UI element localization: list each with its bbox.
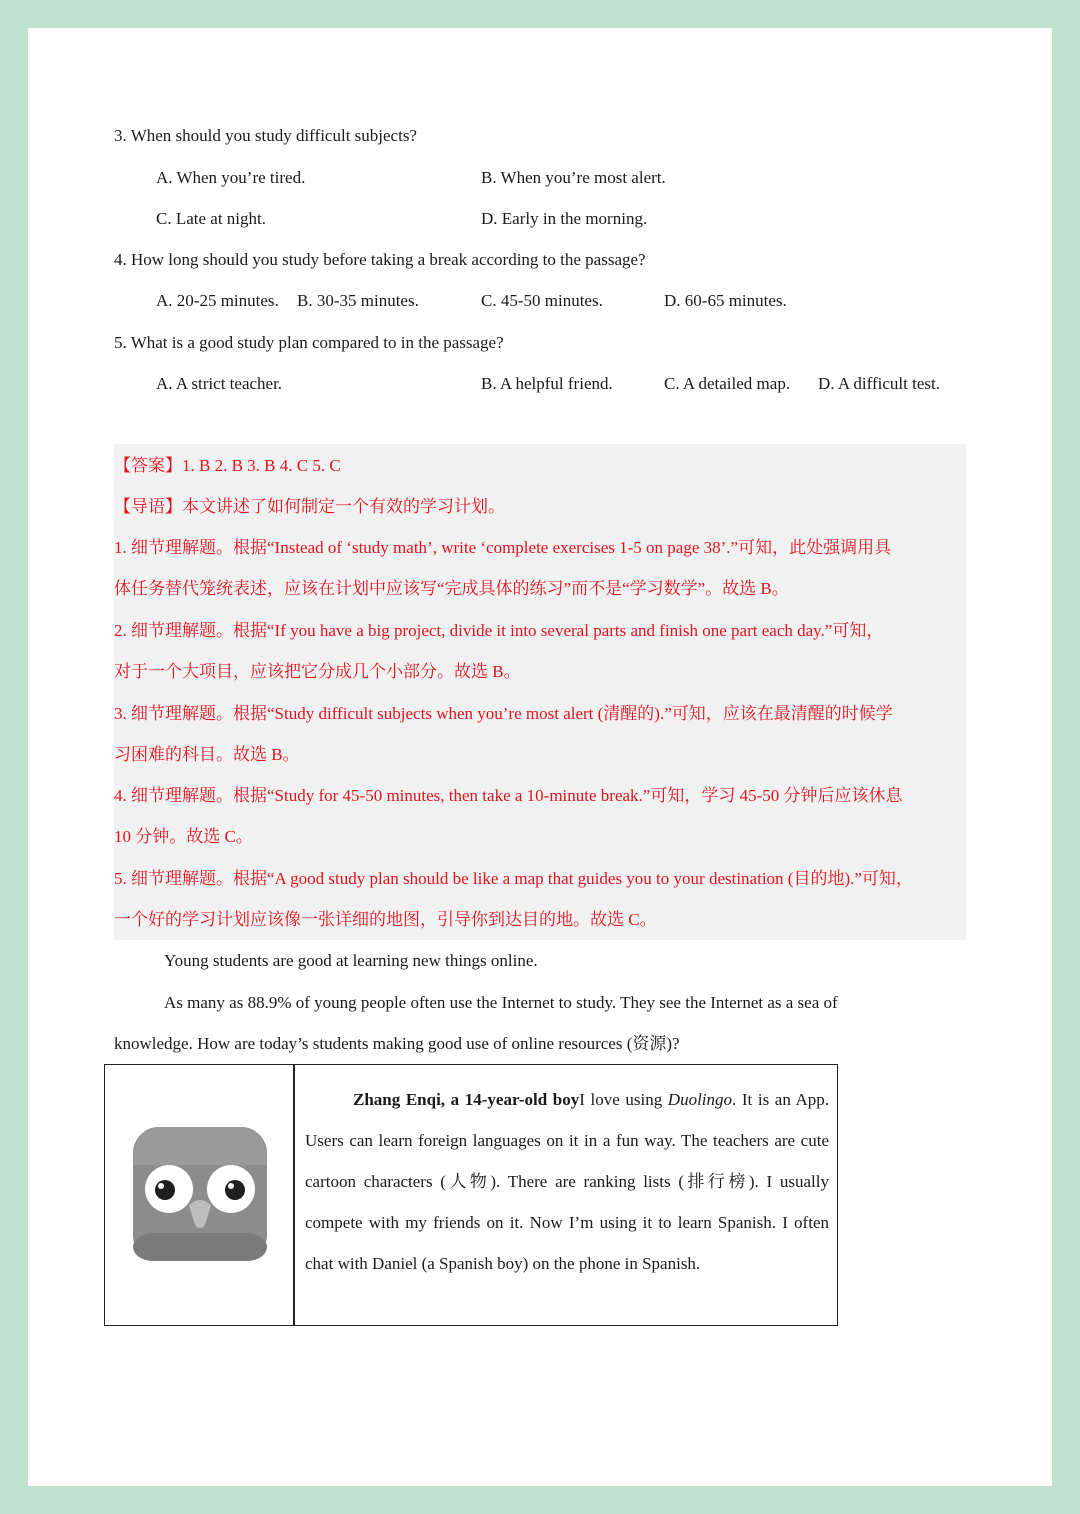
profile-table <box>104 1064 838 1326</box>
explanation-line: 1. 细节理解题。根据“Instead of ‘study math’, write ‘complete exercises 1-5 on page 38’.”可知，此处强调用具 <box>114 538 892 557</box>
question-4-option-a: A. 20-25 minutes. <box>156 291 279 310</box>
question-5-stem: 5. What is a good study plan compared to in the passage? <box>114 333 504 352</box>
explanation-line: 4. 细节理解题。根据“Study for 45-50 minutes, then take a 10-minute break.”可知，学习 45-50 分钟后应该休息 <box>114 786 903 805</box>
profile-text-b: . It is an App. Users can learn foreign languages on it in a fun way. The teachers are cute cartoon characters (人物). There are ranking lists (排行榜). I usually compete with my friends on it. Now I’m using it to learn Spanish. I often chat with Daniel (a Spanish boy) on the phone in Spanish. <box>305 1090 829 1273</box>
app-name: Duolingo <box>667 1090 733 1109</box>
explanation-line: 10 分钟。故选 C。 <box>114 827 253 846</box>
table-divider <box>293 1065 295 1325</box>
answer-intro: 【导语】本文讲述了如何制定一个有效的学习计划。 <box>114 497 505 516</box>
question-3-option-b: B. When you’re most alert. <box>481 168 666 187</box>
document-page <box>28 28 1052 1486</box>
question-3-option-d: D. Early in the morning. <box>481 209 648 228</box>
owl-icon <box>131 1125 269 1263</box>
passage-paragraph-2-line-1: As many as 88.9% of young people often use the Internet to study. They see the Internet as a sea of <box>164 993 838 1012</box>
question-4-stem: 4. How long should you study before taking a break according to the passage? <box>114 250 646 269</box>
question-4-option-c: C. 45-50 minutes. <box>481 291 603 310</box>
question-5-option-c: C. A detailed map. <box>664 374 791 393</box>
question-3-option-a: A. When you’re tired. <box>156 168 306 187</box>
explanation-line: 3. 细节理解题。根据“Study difficult subjects when you’re most alert (清醒的).”可知，应该在最清醒的时候学 <box>114 704 893 723</box>
explanation-line: 对于一个大项目，应该把它分成几个小部分。故选 B。 <box>114 662 521 681</box>
question-5-option-a: A. A strict teacher. <box>156 374 283 393</box>
explanation-line: 一个好的学习计划应该像一张详细的地图，引导你到达目的地。故选 C。 <box>114 910 657 929</box>
answer-explanation-box <box>114 444 966 940</box>
passage-paragraph-2-line-2: knowledge. How are today’s students making good use of online resources (资源)? <box>114 1034 680 1053</box>
question-5-option-b: B. A helpful friend. <box>481 374 613 393</box>
profile-name: Zhang Enqi, a 14-year-old boy <box>353 1090 580 1109</box>
question-3-stem: 3. When should you study difficult subjects? <box>114 126 417 145</box>
profile-text-a: I love using <box>579 1090 668 1109</box>
question-4-option-d: D. 60-65 minutes. <box>664 291 787 310</box>
explanation-line: 2. 细节理解题。根据“If you have a big project, divide it into several parts and finish one part each day.”可知， <box>114 621 884 640</box>
question-5-option-d: D. A difficult test. <box>818 374 940 393</box>
question-3-option-c: C. Late at night. <box>156 209 267 228</box>
question-4-option-b: B. 30-35 minutes. <box>297 291 419 310</box>
explanation-line: 5. 细节理解题。根据“A good study plan should be like a map that guides you to your destination (目的地).”可知， <box>114 869 913 888</box>
answer-key: 【答案】1. B 2. B 3. B 4. C 5. C <box>114 456 341 475</box>
passage-paragraph-1: Young students are good at learning new things online. <box>164 951 538 970</box>
explanation-line: 习困难的科目。故选 B。 <box>114 745 300 764</box>
explanation-line: 体任务替代笼统表述，应该在计划中应该写“完成具体的练习”而不是“学习数学”。故选 B。 <box>114 579 789 598</box>
profile-text <box>305 1079 829 1284</box>
